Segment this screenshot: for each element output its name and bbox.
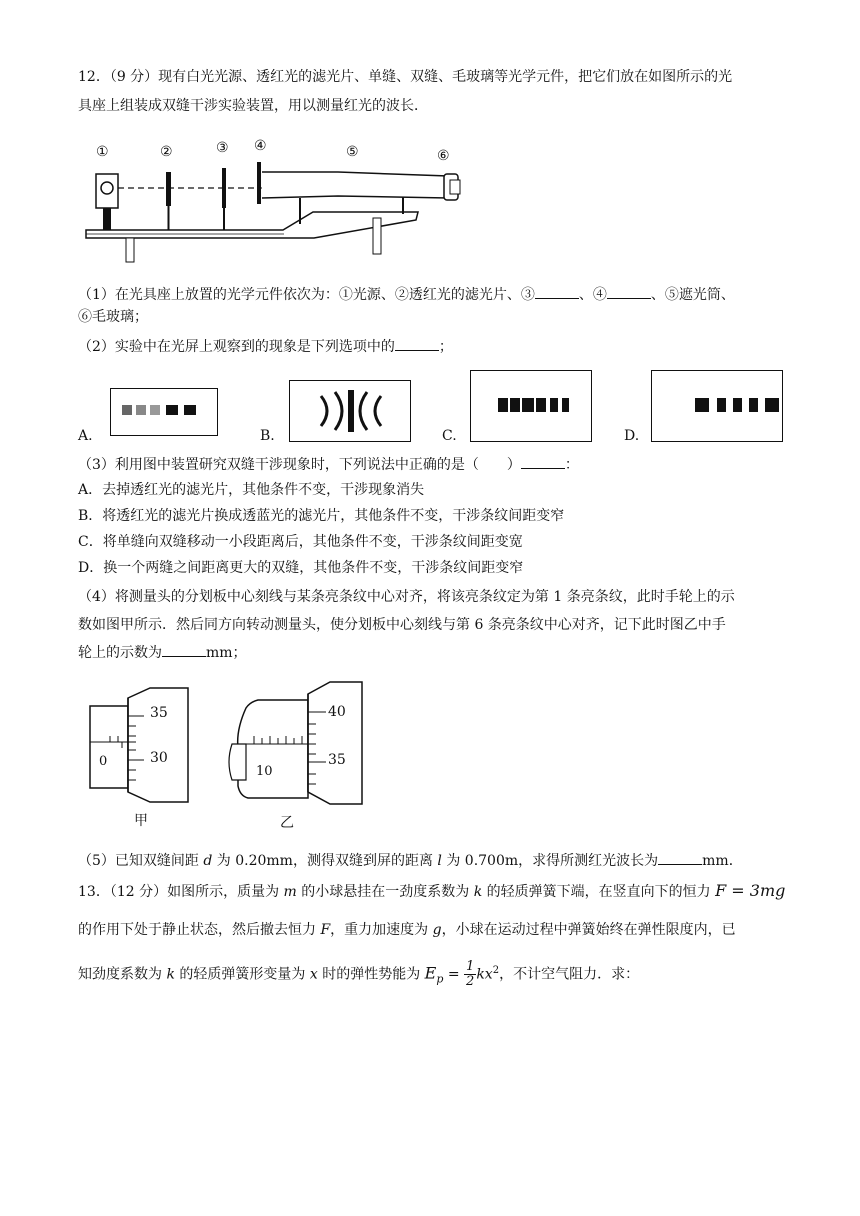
q12-part3-option-b: B．将透红光的滤光片换成透蓝光的滤光片，其他条件不变，干涉条纹间距变窄 xyxy=(78,508,565,524)
apparatus-label-4: ④ xyxy=(254,138,267,154)
q12-part1: （1）在光具座上放置的光学元件依次为：①光源、②透红光的滤光片、③ 、④ 、⑤遮光筒、 xyxy=(78,284,784,306)
micrometer-yi-figure xyxy=(228,678,368,812)
option-a-label[interactable]: A. xyxy=(78,428,93,444)
apparatus-label-5: ⑤ xyxy=(346,144,359,160)
yi-main-10: 10 xyxy=(256,764,273,779)
apparatus-label-6: ⑥ xyxy=(437,148,450,164)
jia-caption: 甲 xyxy=(134,813,148,829)
q12-line2: 具座上组装成双缝干涉实验装置，用以测量红光的波长． xyxy=(78,98,428,114)
option-b-label[interactable]: B. xyxy=(260,428,275,444)
q12-part5: （5）已知双缝间距 d 为 0.20mm，测得双缝到屏的距离 l 为 0.700m，求得所测红光波长为 mm． xyxy=(78,850,784,872)
answer-blank-reading[interactable] xyxy=(162,642,206,657)
jia-tick-35: 35 xyxy=(150,705,168,721)
fringe-option-d-image xyxy=(651,370,783,442)
q12-part4-line2: 数如图甲所示．然后同方向转动测量头，使分划板中心刻线与第 6 条亮条纹中心对齐，记下此时图乙中手 xyxy=(78,617,726,633)
yi-tick-35: 35 xyxy=(328,752,346,768)
apparatus-figure xyxy=(78,134,488,269)
answer-blank-wavelength[interactable] xyxy=(658,850,702,865)
answer-blank-choice[interactable] xyxy=(521,454,565,469)
q12-part3: （3）利用图中装置研究双缝干涉现象时，下列说法中正确的是（ ） ： xyxy=(78,454,784,476)
option-d-label[interactable]: D. xyxy=(624,428,640,444)
q13-line1: 13．（12 分）如图所示，质量为 m 的小球悬挂在一劲度系数为 k 的轻质弹簧下端，在竖直向下的恒力 F = 3mg xyxy=(78,881,786,900)
yi-tick-40: 40 xyxy=(328,704,346,720)
answer-blank-3[interactable] xyxy=(535,284,579,299)
apparatus-label-3: ③ xyxy=(216,140,229,156)
answer-blank-4[interactable] xyxy=(607,284,651,299)
apparatus-label-1: ① xyxy=(96,144,109,160)
jia-tick-30: 30 xyxy=(150,750,168,766)
fringe-option-a-image xyxy=(110,388,218,436)
micrometer-jia-figure xyxy=(88,686,198,806)
yi-caption: 乙 xyxy=(280,815,294,831)
option-c-label[interactable]: C. xyxy=(442,428,457,444)
q12-part4-line3: 轮上的示数为 mm； xyxy=(78,642,784,664)
q12-line1: 12．（9 分）现有白光光源、透红光的滤光片、单缝、双缝、毛玻璃等光学元件，把它们放在如图所示的光 xyxy=(78,69,733,85)
q12-part4-line1: （4）将测量头的分划板中心刻线与某条亮条纹中心对齐，将该亮条纹定为第 1 条亮条纹，此时手轮上的示 xyxy=(78,589,735,605)
fringe-option-b-image xyxy=(289,380,411,442)
q12-part3-option-a: A．去掉透红光的滤光片，其他条件不变，干涉现象消失 xyxy=(78,482,425,498)
fraction-one-half: $\frac{1}{2}$ xyxy=(466,959,475,990)
q12-part3-option-d: D．换一个两缝之间距离更大的双缝，其他条件不变，干涉条纹间距变窄 xyxy=(78,560,524,576)
q13-line3: 知劲度系数为 k 的轻质弹簧形变量为 x 时的弹性势能为 $E_p$ = $\frac{1}{2}$ $kx^2$，不计空气阻力．求： xyxy=(78,959,640,990)
q12-part2: （2）实验中在光屏上观察到的现象是下列选项中的 ； xyxy=(78,336,784,358)
q12-part1-cont: ⑥毛玻璃； xyxy=(78,309,148,325)
q13-line2: 的作用下处于静止状态，然后撤去恒力 F，重力加速度为 g，小球在运动过程中弹簧始终在弹性限度内，已 xyxy=(78,922,736,938)
fringe-option-c-image xyxy=(470,370,592,442)
jia-main-0: 0 xyxy=(99,754,108,769)
answer-blank-2[interactable] xyxy=(395,336,439,351)
q12-part3-option-c: C．将单缝向双缝移动一小段距离后，其他条件不变，干涉条纹间距变宽 xyxy=(78,534,523,550)
apparatus-label-2: ② xyxy=(160,144,173,160)
